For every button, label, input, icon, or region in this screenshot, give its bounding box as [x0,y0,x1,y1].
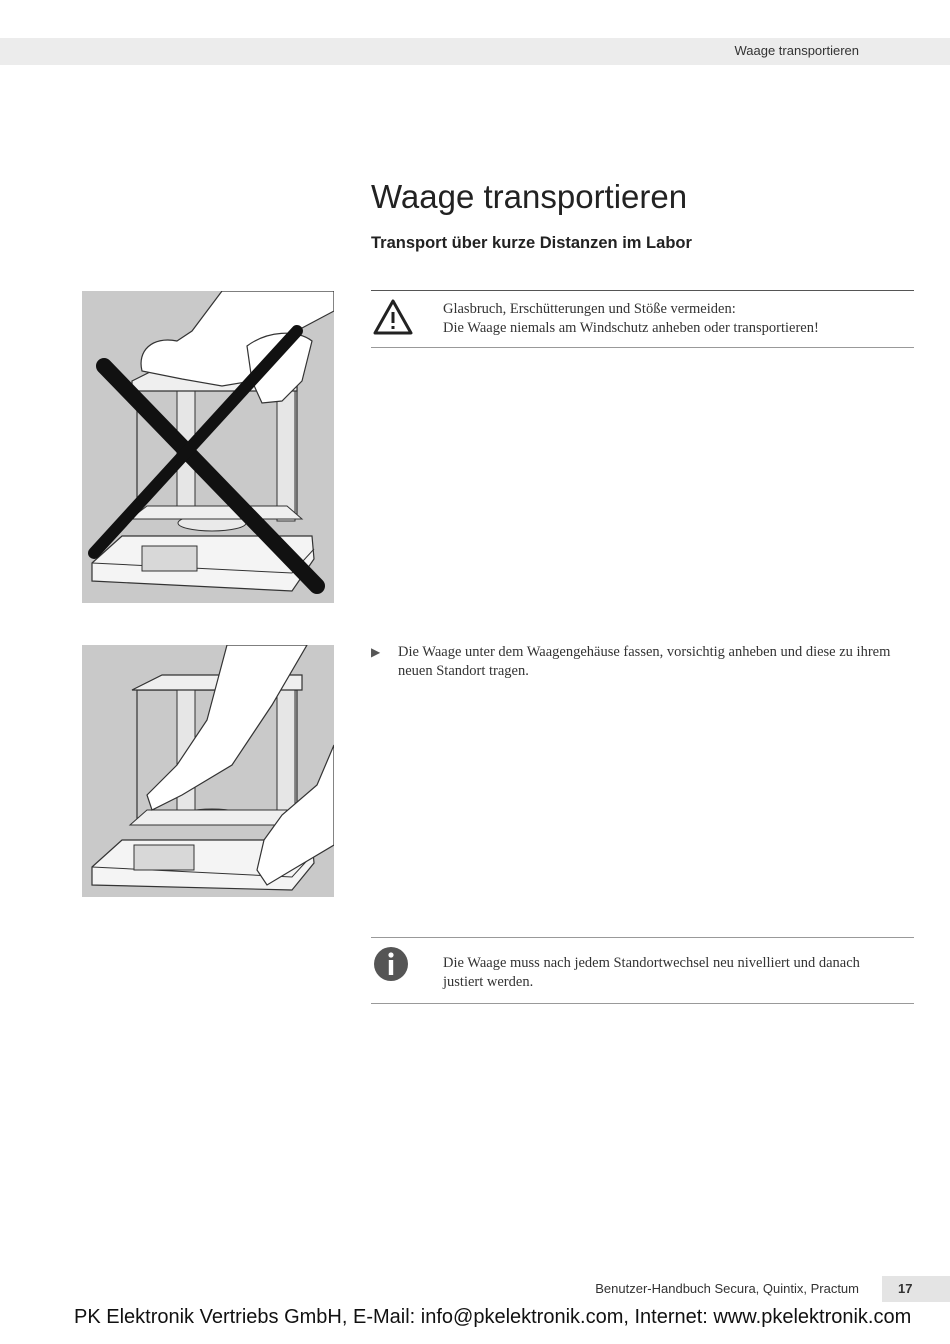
header-section-title: Waage transportieren [734,43,859,58]
warning-line-1: Glasbruch, Erschütterungen und Stöße vermeiden: [443,301,736,317]
info-line-2: justiert werden. [443,974,534,990]
figure-wrong-lifting [82,291,334,603]
warning-line-2: Die Waage niemals am Windschutz anheben oder transportieren! [443,320,819,336]
info-notice [371,937,914,1004]
warning-notice [371,290,914,348]
page-title: Waage transportieren [371,178,688,215]
warning-triangle-icon [373,299,413,335]
page-subtitle: Transport über kurze Distanzen im Labor [371,234,692,252]
figure-correct-lifting [82,645,334,897]
watermark-text: PK Elektronik Vertriebs GmbH, E-Mail: info@pkelektronik.com, Internet: www.pkelektronik.com [74,1306,912,1328]
info-icon [373,946,409,982]
footer-manual-title: Benutzer-Handbuch Secura, Quintix, Practum [595,1281,859,1296]
page-number: 17 [882,1276,950,1302]
instruction-text: Die Waage unter dem Waagengehäuse fassen, vorsichtig anheben und diese zu ihrem neuen Standort tragen. [398,644,891,679]
info-line-1: Die Waage muss nach jedem Standortwechsel neu nivelliert und danach [443,955,860,971]
bullet-triangle-icon: ▶ [371,645,381,659]
